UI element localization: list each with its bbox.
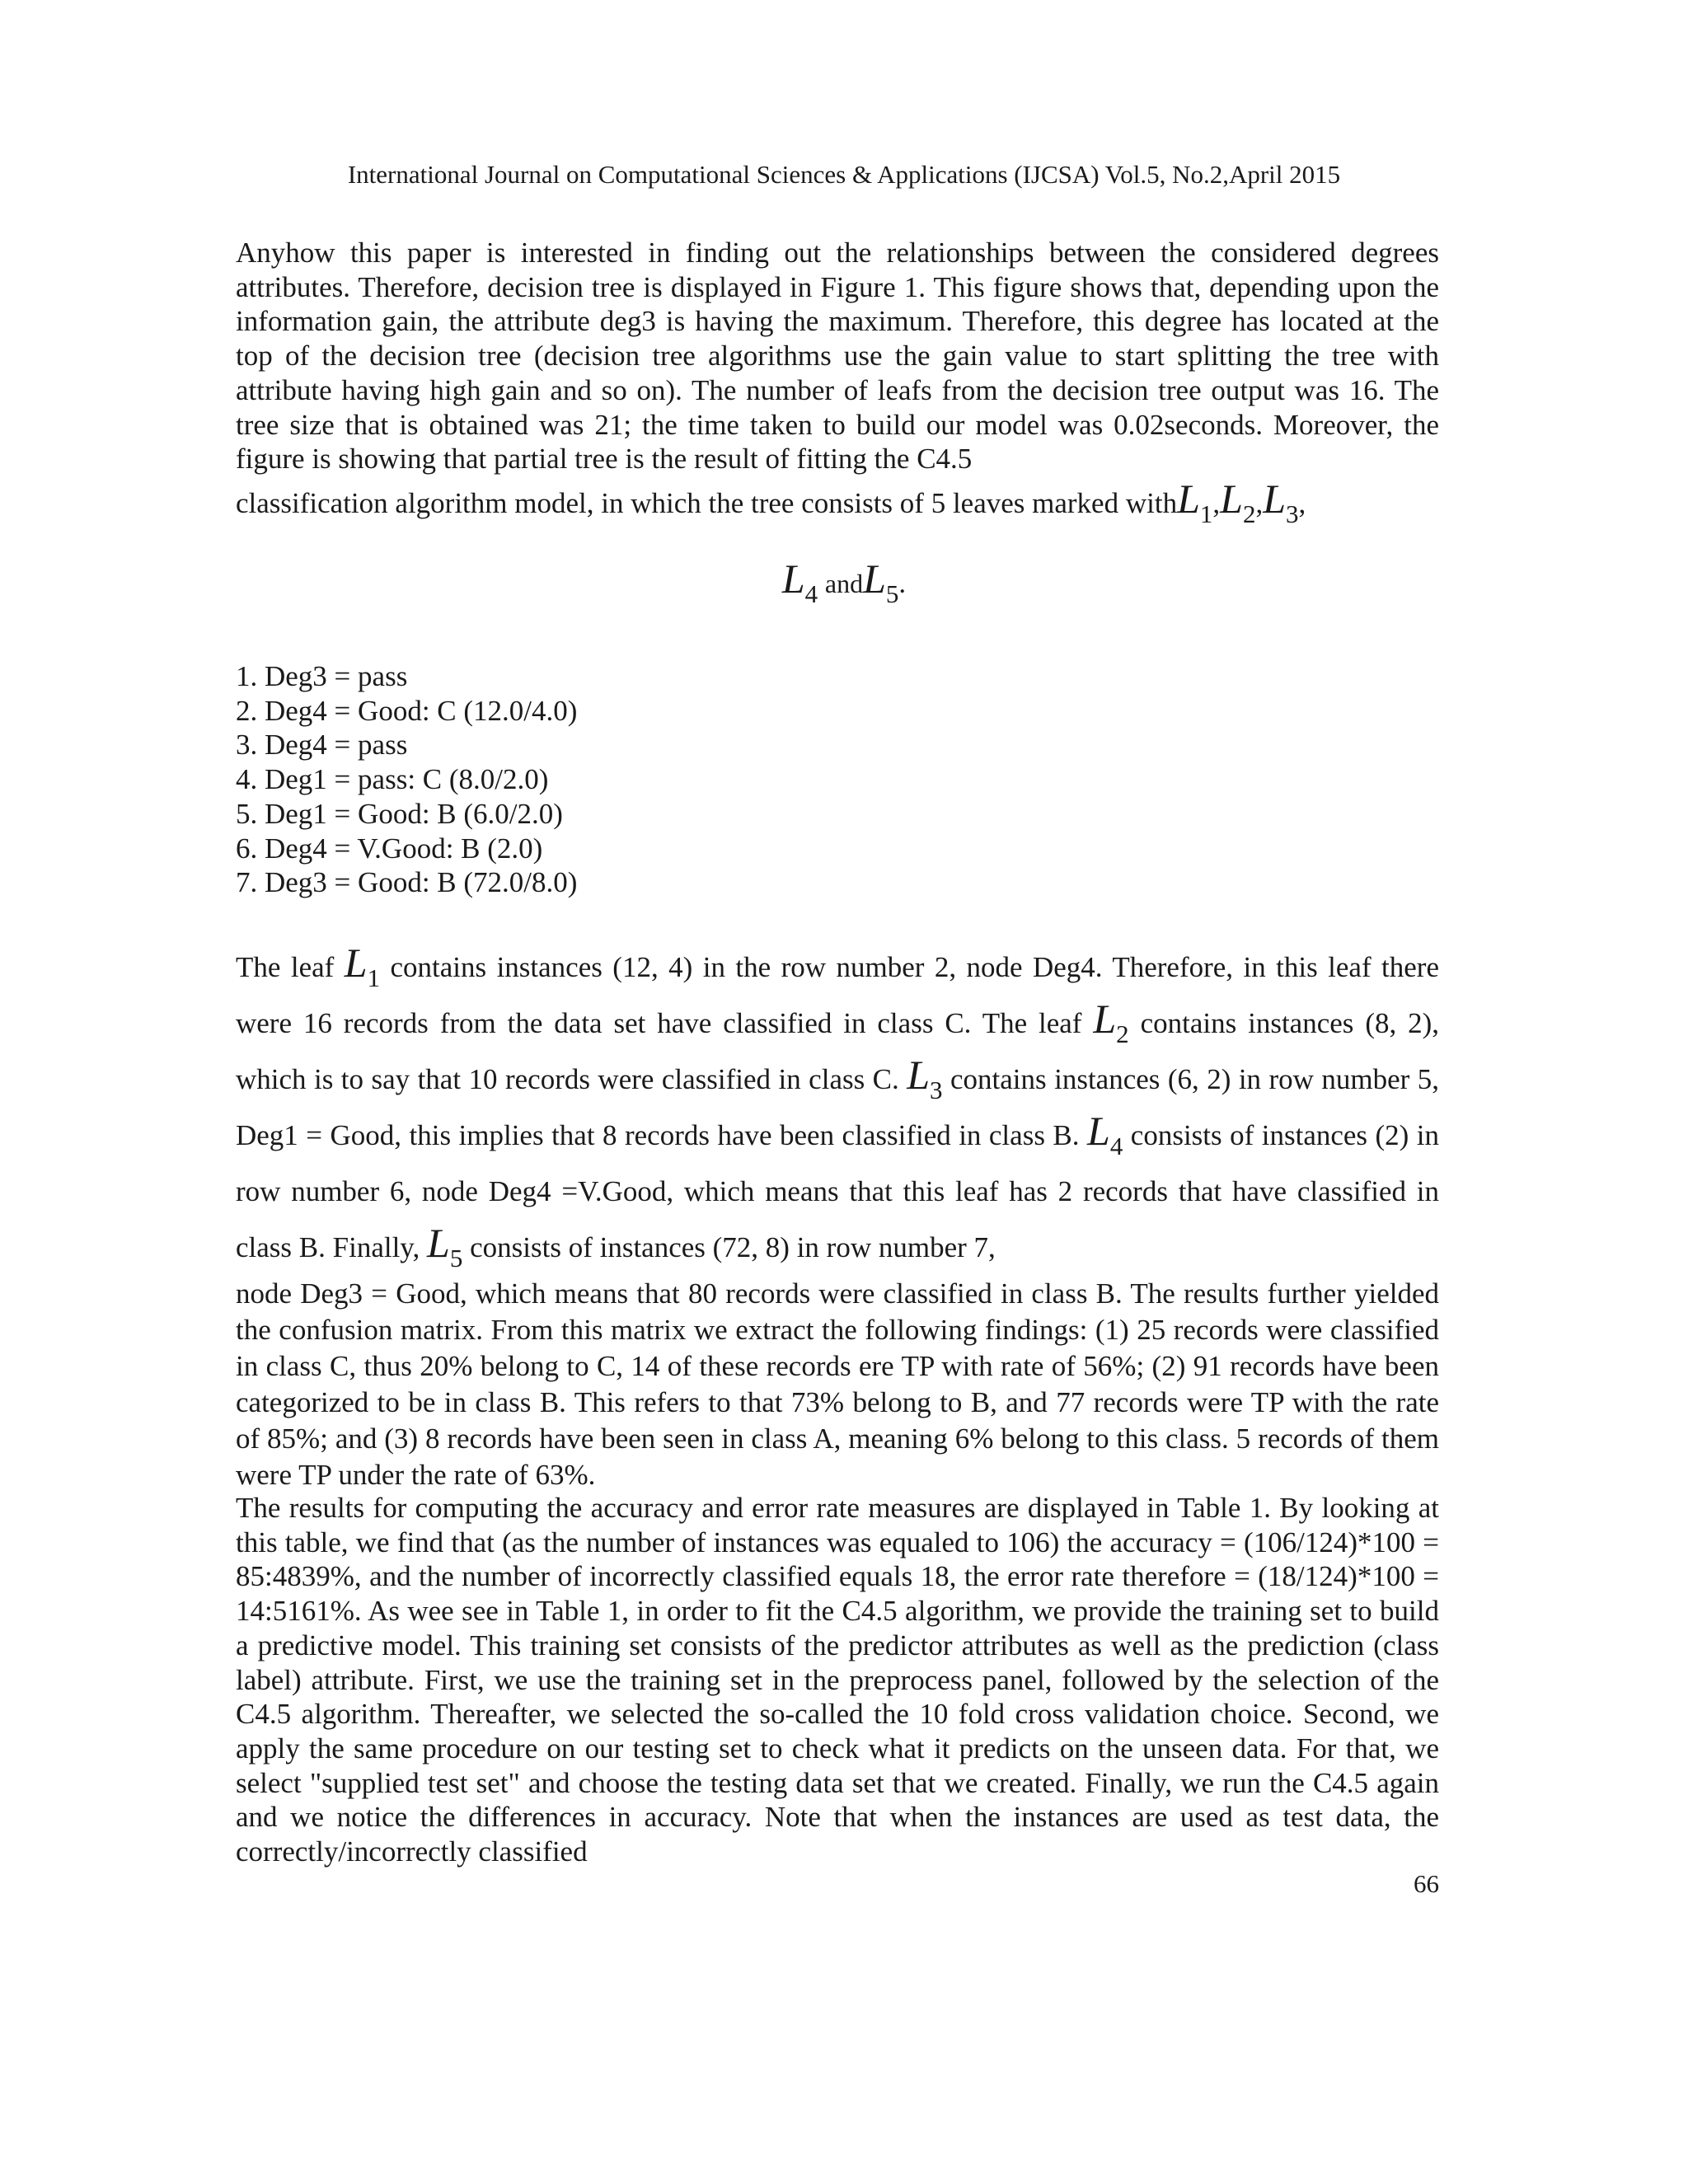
symbol-subscript: 1 bbox=[1199, 499, 1213, 528]
text-run: consists of instances (2) in row number 6, node Deg4 =V.Good, which means that this leaf has 2 bbox=[236, 1119, 1440, 1207]
symbol-letter: L bbox=[1087, 1108, 1110, 1154]
rule-line: 7. Deg3 = Good: B (72.0/8.0) bbox=[236, 866, 578, 899]
leaf-symbol-l2 bbox=[1220, 475, 1256, 528]
text-run: row number 5, Deg1 = Good, this implies that 8 records have been classified in class B. bbox=[236, 1063, 1440, 1151]
leaf-symbol-l4 bbox=[781, 555, 818, 608]
leaf-symbol-l5 bbox=[427, 1220, 463, 1272]
text-run: contains instances (12, 4) in the row number 2, node Deg4. Therefore, in this leaf bbox=[390, 951, 1372, 983]
page-number: 66 bbox=[1414, 1869, 1439, 1898]
symbol-letter: L bbox=[1177, 475, 1200, 522]
leaf-symbol-l2 bbox=[1093, 996, 1129, 1048]
symbol-subscript: 4 bbox=[1109, 1131, 1123, 1160]
symbol-subscript: 3 bbox=[1286, 499, 1299, 528]
and-word: and bbox=[824, 569, 864, 598]
text-run: consists of instances (72, 8) in row number 7, bbox=[470, 1231, 996, 1263]
symbol-subscript: 1 bbox=[367, 963, 381, 992]
symbol-letter: L bbox=[344, 940, 368, 986]
rule-line: 6. Deg4 = V.Good: B (2.0) bbox=[236, 832, 543, 865]
symbol-subscript: 4 bbox=[804, 579, 818, 608]
intro-last-line bbox=[236, 475, 1439, 528]
decision-rules-list bbox=[236, 659, 1439, 900]
text-run: records that have classified in class B. Finally, bbox=[236, 1175, 1439, 1263]
text-run: contains instances (6, 2) in bbox=[950, 1063, 1262, 1095]
symbol-letter: L bbox=[1263, 475, 1287, 522]
comma: , bbox=[1212, 486, 1221, 519]
leaf-symbol-l3 bbox=[907, 1052, 943, 1104]
symbol-subscript: 5 bbox=[885, 579, 899, 608]
leaf-symbol-l4 bbox=[1087, 1108, 1123, 1160]
intro-last-text: classification algorithm model, in which the tree consists of 5 leaves marked with bbox=[236, 486, 1178, 519]
leaf-symbol-l1 bbox=[344, 940, 381, 992]
text-run: there were 16 records from the data set have classified in class C. The leaf bbox=[236, 951, 1439, 1039]
intro-paragraph bbox=[236, 236, 1439, 527]
rule-line: 1. Deg3 = pass bbox=[236, 660, 408, 692]
symbol-subscript: 3 bbox=[930, 1075, 943, 1104]
symbol-letter: L bbox=[1220, 475, 1243, 522]
symbol-letter: L bbox=[907, 1052, 931, 1098]
symbol-letter: L bbox=[863, 555, 886, 602]
leaves-text-lines bbox=[236, 940, 1439, 1276]
rule-line: 4. Deg1 = pass: C (8.0/2.0) bbox=[236, 763, 549, 796]
symbol-letter: L bbox=[1093, 996, 1117, 1042]
comma: , bbox=[1298, 486, 1306, 519]
leaf-symbols-line bbox=[0, 555, 1688, 608]
rule-line: 5. Deg1 = Good: B (6.0/2.0) bbox=[236, 797, 563, 830]
running-header: International Journal on Computational Sciences & Applications (IJCSA) Vol.5, No.2,April 2015 bbox=[347, 160, 1341, 189]
intro-text: Anyhow this paper is interested in finding out the relationships between the considered degrees attributes. Therefore, decision tree is displayed in Figure 1. This figure shows that, depending upon the information gain, the attribute deg3 is having the maximum. Therefore, this degree has located at the top of the decision tree (decision tree algorithms use the gain value to start splitting the tree with attribute having high gain and so on). The number of leafs from the decision tree output was 16. The tree size that is obtained was 21; the time taken to build our model was 0.02seconds. Moreover, the figure is showing that partial tree is the result of fitting the C4.5 bbox=[236, 237, 1439, 476]
symbol-subscript: 2 bbox=[1242, 499, 1256, 528]
accuracy-paragraph: The results for computing the accuracy and error rate measures are displayed in Table 1. By looking at this table, we find that (as the number of instances was equaled to 106) the accuracy = (106/124)*100 = 85:4839%, and the number of incorrectly classified equals 18, the error rate therefore = (18/124)*100 = 14:5161%. As wee see in Table 1, in order to fit the C4.5 algorithm, we provide the training set to build a predictive model. This training set consists of the predictor attributes as well as the prediction (class label) attribute. First, we use the training set in the preprocess panel, followed by the selection of the C4.5 algorithm. Thereafter, we selected the so-called the 10 fold cross validation choice. Second, we apply the same procedure on our testing set to check what it predicts on the unseen data. For that, we select "supplied test set" and choose the testing data set that we created. Finally, we run the C4.5 again and we notice the differences in accuracy. Note that when the instances are used as test data, the correctly/incorrectly classified bbox=[236, 1492, 1439, 1868]
rule-line: 2. Deg4 = Good: C (12.0/4.0) bbox=[236, 694, 578, 727]
text-run: (8, 2), which is to say that 10 records were classified in class C. bbox=[236, 1007, 1440, 1095]
leaves-paragraph bbox=[236, 940, 1439, 1493]
symbol-letter: L bbox=[427, 1220, 450, 1266]
text-run: The leaf bbox=[236, 951, 335, 983]
symbol-subscript: 5 bbox=[449, 1243, 463, 1272]
leaf-symbol-l5 bbox=[863, 555, 899, 608]
period: . bbox=[898, 567, 907, 599]
leaf-symbol-l3 bbox=[1263, 475, 1299, 528]
confusion-matrix-text: node Deg3 = Good, which means that 80 records were classified in class B. The results further yielded the confusion matrix. From this matrix we extract the following findings: (1) 25 records were classified in class C, thus 20% belong to C, 14 of these records ere TP with rate of 56%; (2) 91 records have been categorized to be in class B. This refers to that 73% belong to B, and 77 records were TP with the rate of 85%; and (3) 8 records have been seen in class A, meaning 6% belong to this class. 5 records of them were TP under the rate of 63%. bbox=[236, 1277, 1439, 1491]
rule-line: 3. Deg4 = pass bbox=[236, 729, 408, 762]
symbol-subscript: 2 bbox=[1116, 1019, 1129, 1048]
text-run: contains instances bbox=[1140, 1007, 1354, 1039]
symbol-letter: L bbox=[781, 555, 805, 602]
leaf-symbol-l1 bbox=[1177, 475, 1213, 528]
comma: , bbox=[1255, 486, 1264, 519]
